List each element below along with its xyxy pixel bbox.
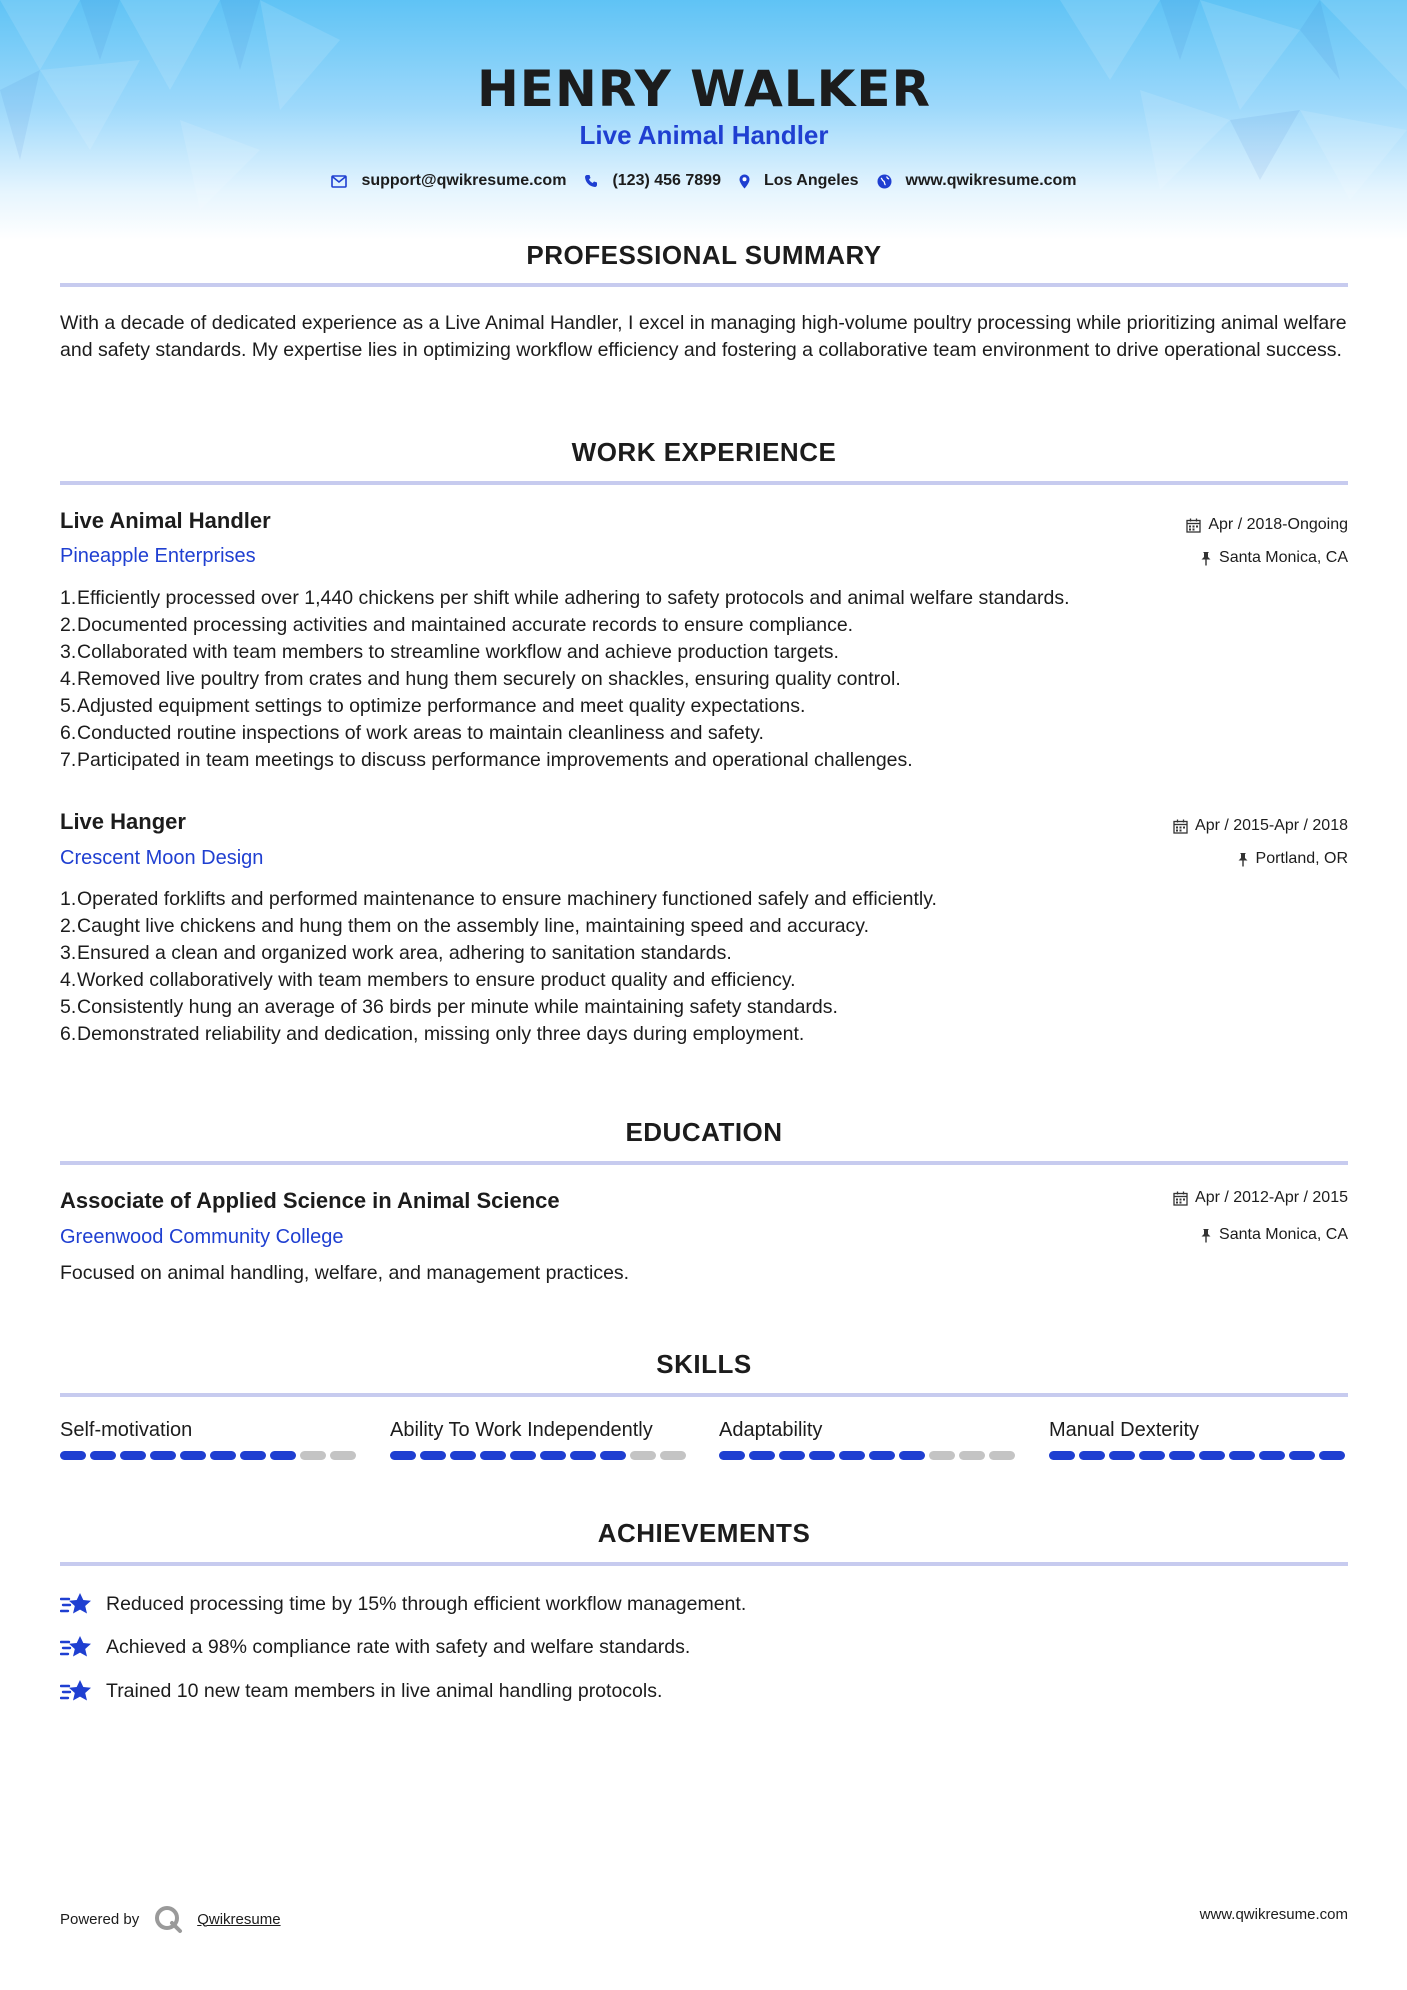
achievement-text: Trained 10 new team members in live animal handling protocols. [106, 1679, 663, 1702]
education-degree: Associate of Applied Science in Animal Science [60, 1188, 560, 1213]
skill-rating-segment [330, 1451, 356, 1460]
skill-label: Self-motivation [60, 1419, 193, 1441]
job-2-title: Live Hanger [60, 809, 186, 834]
skill-rating-segment [869, 1451, 895, 1460]
list-item: 5. Adjusted equipment settings to optimize performance and meet quality expectations. [60, 695, 806, 717]
job-2-dates [1173, 817, 1348, 835]
skills-divider [60, 1393, 1348, 1397]
skill-rating-segment [240, 1451, 266, 1460]
achievement-item [60, 1590, 746, 1618]
job-1-location [1200, 549, 1348, 567]
skill-rating-bar [60, 1451, 356, 1460]
pushpin-icon [1200, 551, 1212, 566]
skill-rating-segment [450, 1451, 476, 1460]
skill-label: Adaptability [719, 1419, 823, 1441]
skills-heading: SKILLS [656, 1349, 752, 1379]
footer-website[interactable]: www.qwikresume.com [1199, 1906, 1348, 1923]
achievement-item [60, 1677, 662, 1705]
list-item: 3. Collaborated with team members to streamline workflow and achieve production targets. [60, 641, 839, 663]
skill-rating-segment [749, 1451, 775, 1460]
skill-rating-segment [570, 1451, 596, 1460]
skill-rating-segment [540, 1451, 566, 1460]
skill-rating-segment [90, 1451, 116, 1460]
list-item: 6. Demonstrated reliability and dedication, missing only three days during employment. [60, 1023, 805, 1045]
list-item: 4. Removed live poultry from crates and hung them securely on shackles, ensuring quality control. [60, 668, 901, 690]
achievement-item [60, 1633, 690, 1661]
globe-icon [877, 174, 892, 189]
job-2-location-text: Portland, OR [1255, 850, 1348, 867]
envelope-icon [331, 175, 347, 188]
job-1-title: Live Animal Handler [60, 508, 271, 533]
job-1-dates-text: Apr / 2018-Ongoing [1208, 516, 1348, 533]
skill-rating-segment [120, 1451, 146, 1460]
job-1-location-text: Santa Monica, CA [1219, 549, 1348, 566]
skill-rating-segment [1199, 1451, 1225, 1460]
contact-website[interactable] [877, 172, 1077, 190]
summary-divider [60, 283, 1348, 287]
calendar-icon [1186, 518, 1201, 533]
skill-rating-segment [779, 1451, 805, 1460]
contact-phone[interactable] [584, 172, 721, 190]
contact-location [739, 172, 859, 190]
map-marker-icon [739, 174, 750, 189]
skill-rating-bar [719, 1451, 1015, 1460]
skill-rating-segment [959, 1451, 985, 1460]
star-icon [60, 1633, 94, 1661]
skill-rating-segment [180, 1451, 206, 1460]
job-2-dates-text: Apr / 2015-Apr / 2018 [1195, 817, 1348, 834]
education-location [1200, 1226, 1348, 1244]
skill-rating-segment [1289, 1451, 1315, 1460]
experience-divider [60, 481, 1348, 485]
contact-bar [60, 172, 1348, 190]
qwikresume-link[interactable]: Qwikresume [197, 1910, 281, 1928]
list-item: 3. Ensured a clean and organized work area, adhering to sanitation standards. [60, 942, 732, 964]
education-heading: EDUCATION [625, 1117, 783, 1147]
skill-rating-segment [1049, 1451, 1075, 1460]
skill-rating-segment [210, 1451, 236, 1460]
skill-rating-segment [1259, 1451, 1285, 1460]
skill-rating-segment [630, 1451, 656, 1460]
skill-item [60, 1419, 360, 1442]
candidate-role: Live Animal Handler [579, 120, 829, 150]
job-2-company: Crescent Moon Design [60, 847, 264, 869]
list-item: 2. Caught live chickens and hung them on the assembly line, maintaining speed and accuracy. [60, 915, 870, 937]
achievement-text: Achieved a 98% compliance rate with safety and welfare standards. [106, 1635, 691, 1658]
star-icon [60, 1677, 94, 1705]
summary-heading: PROFESSIONAL SUMMARY [526, 240, 882, 270]
skill-rating-segment [1229, 1451, 1255, 1460]
pushpin-icon [1237, 852, 1249, 867]
skill-item [719, 1419, 1019, 1442]
skill-item [390, 1419, 690, 1442]
powered-by-label: Powered by [60, 1910, 140, 1928]
list-item: 7. Participated in team meetings to discuss performance improvements and operational challenges. [60, 749, 913, 771]
job-1-company: Pineapple Enterprises [60, 545, 256, 567]
footer-powered-by [60, 1904, 281, 1934]
skill-item [1049, 1419, 1349, 1442]
skill-rating-segment [1139, 1451, 1165, 1460]
star-icon [60, 1590, 94, 1618]
job-2-bullets [60, 886, 1348, 1048]
skill-rating-segment [929, 1451, 955, 1460]
job-1-dates [1186, 516, 1348, 534]
job-1-bullets [60, 585, 1348, 774]
skill-label: Ability To Work Independently [390, 1419, 653, 1441]
experience-heading: WORK EXPERIENCE [571, 437, 837, 467]
skill-rating-segment [989, 1451, 1015, 1460]
achievements-divider [60, 1562, 1348, 1566]
skill-rating-segment [60, 1451, 86, 1460]
skill-rating-segment [510, 1451, 536, 1460]
contact-email[interactable] [331, 172, 566, 190]
contact-location-text: Los Angeles [763, 172, 859, 189]
contact-email-text: support@qwikresume.com [361, 172, 567, 189]
list-item: 4. Worked collaboratively with team members to ensure product quality and efficiency. [60, 969, 796, 991]
skill-rating-bar [390, 1451, 686, 1460]
contact-phone-text: (123) 456 7899 [612, 172, 721, 189]
phone-icon [584, 174, 598, 188]
education-divider [60, 1161, 1348, 1165]
candidate-name: HENRY WALKER [476, 60, 932, 118]
skill-rating-segment [270, 1451, 296, 1460]
list-item: 1. Operated forklifts and performed maintenance to ensure machinery functioned safely and efficiently. [60, 888, 937, 910]
calendar-icon [1173, 819, 1188, 834]
list-item: 6. Conducted routine inspections of work areas to maintain cleanliness and safety. [60, 722, 764, 744]
skill-rating-segment [719, 1451, 745, 1460]
skill-rating-segment [1109, 1451, 1135, 1460]
skill-rating-segment [420, 1451, 446, 1460]
qwikresume-logo-icon [153, 1904, 183, 1934]
list-item: 2. Documented processing activities and maintained accurate records to ensure compliance. [60, 614, 854, 636]
list-item: 5. Consistently hung an average of 36 birds per minute while maintaining safety standards. [60, 996, 838, 1018]
skill-rating-segment [150, 1451, 176, 1460]
skill-rating-segment [899, 1451, 925, 1460]
list-item: 1. Efficiently processed over 1,440 chickens per shift while adhering to safety protocols and animal welfare standards. [60, 587, 1070, 609]
skill-rating-segment [1319, 1451, 1345, 1460]
education-dates-text: Apr / 2012-Apr / 2015 [1195, 1189, 1348, 1206]
calendar-icon [1173, 1191, 1188, 1206]
skill-rating-segment [390, 1451, 416, 1460]
skill-rating-segment [1169, 1451, 1195, 1460]
skill-rating-segment [839, 1451, 865, 1460]
education-dates [1173, 1189, 1348, 1207]
education-description: Focused on animal handling, welfare, and management practices. [60, 1262, 630, 1284]
job-2-location [1237, 850, 1348, 868]
skill-label: Manual Dexterity [1049, 1419, 1200, 1441]
summary-text: With a decade of dedicated experience as a Live Animal Handler, I excel in managing high-volume poultry processing while prioritizing animal welfare and safety standards. My expertise lies in optimizing workflow efficiency and fostering a collaborative team environment to drive operational success. [60, 312, 1347, 361]
skill-rating-segment [660, 1451, 686, 1460]
skill-rating-segment [600, 1451, 626, 1460]
pushpin-icon [1200, 1228, 1212, 1243]
skill-rating-segment [1079, 1451, 1105, 1460]
skill-rating-bar [1049, 1451, 1345, 1460]
skill-rating-segment [300, 1451, 326, 1460]
contact-website-text: www.qwikresume.com [905, 172, 1077, 189]
achievements-heading: ACHIEVEMENTS [597, 1518, 811, 1548]
skill-rating-segment [480, 1451, 506, 1460]
achievement-text: Reduced processing time by 15% through efficient workflow management. [106, 1592, 747, 1615]
education-school: Greenwood Community College [60, 1226, 344, 1248]
skill-rating-segment [809, 1451, 835, 1460]
education-location-text: Santa Monica, CA [1219, 1226, 1348, 1243]
